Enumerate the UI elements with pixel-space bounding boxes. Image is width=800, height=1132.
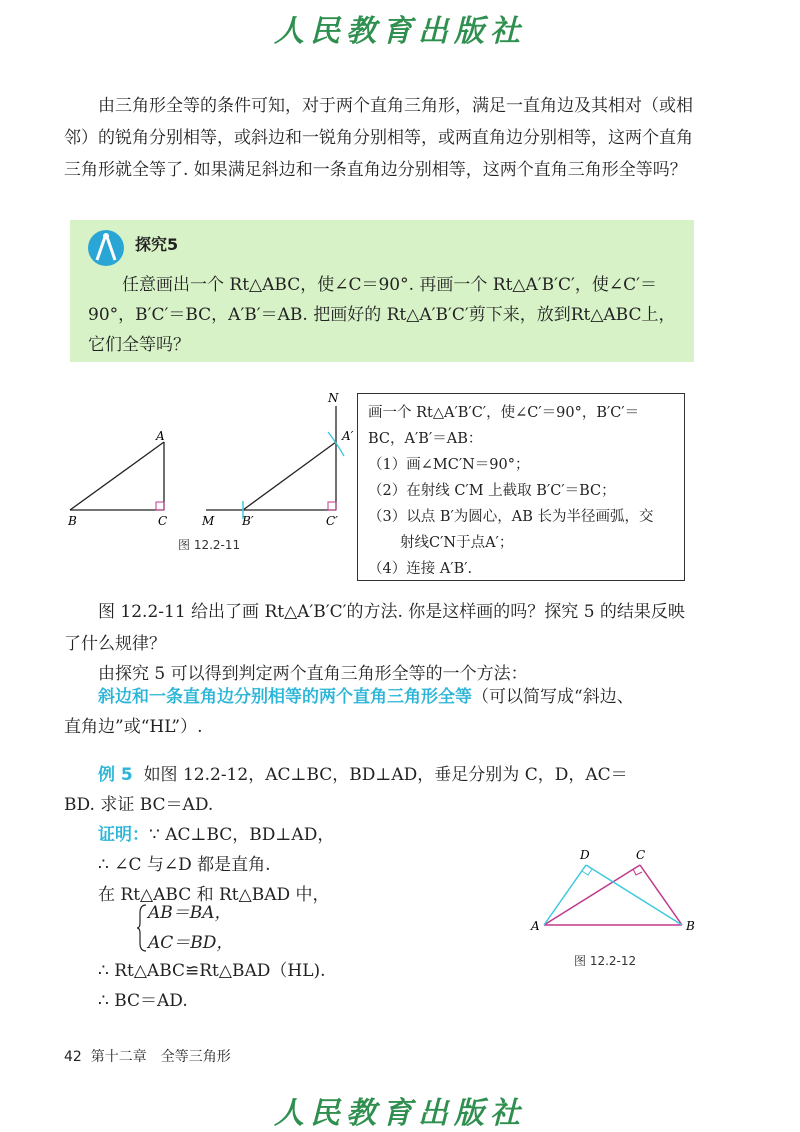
proof-line-1: 证明：∵ AC⊥BC，BD⊥AD， [98,825,335,845]
step-line: 射线C′N于点A′； [400,535,514,551]
label-b: B [68,514,77,528]
theorem-line-2: 直角边”或“HL”）. [64,717,203,737]
explore-text: 任意画出一个 Rt△ABC，使∠C＝90°. 再画一个 Rt△A′B′C′，使∠C′＝90°，B′C′＝BC，A′B′＝AB. 把画好的 Rt△A′B′C′剪下来，放到Rt△ABC上，它们全等吗？ [88,275,676,355]
derive-paragraph: 由探究 5 可以得到判定两个直角三角形全等的一个方法： [98,664,528,684]
right-angle-d [582,869,592,875]
label-m: M [202,514,215,528]
compass-icon [86,228,126,268]
segment-ad [544,865,586,925]
example-label: 例 5 [98,765,133,785]
label-a-prime: A′ [342,429,354,443]
segment-ac [544,865,640,925]
construction-steps [357,393,685,581]
step-line: （2）在射线 C′M 上截取 B′C′＝BC； [368,483,616,499]
step-line: （4）连接 A′B′. [368,561,473,577]
label-b: B [686,919,695,933]
brace-icon [136,903,148,953]
label-b-prime: B′ [242,514,254,528]
proof-line-7: ∴ BC＝AD. [98,991,188,1011]
label-d: D [580,848,590,862]
label-n: N [328,391,339,405]
publisher-logo-bottom: 人民教育出版社 [274,1096,526,1131]
segment-ab [70,442,164,510]
page-footer [64,1046,231,1066]
figure-12-2-12 [528,845,708,940]
chapter-title: 第十二章 全等三角形 [90,1049,231,1065]
step-line: （3）以点 B′为圆心，AB 长为半径画弧，交 [368,509,654,525]
step-line: 画一个 Rt△A′B′C′，使∠C′＝90°，B′C′＝ [368,405,640,421]
figure-12-2-11 [60,388,360,528]
page-number: 42 [64,1049,82,1065]
example-line-2: BD. 求证 BC＝AD. [64,795,214,815]
segment-cb [640,865,682,925]
right-angle-c-prime [328,502,336,510]
proof-line-5: AC＝BD， [148,933,234,953]
label-c: C [636,848,646,862]
example-line-1: 例 5 如图 12.2-12，AC⊥BC，BD⊥AD，垂足分别为 C，D，AC＝ [98,765,628,785]
proof-line-6: ∴ Rt△ABC≌Rt△BAD（HL). [98,961,326,981]
step-line: （1）画∠MC′N＝90°； [368,457,530,473]
intro-paragraph: 由三角形全等的条件可知，对于两个直角三角形，满足一直角边及其相对（或相邻）的锐角分别相等，或斜边和一锐角分别相等，或两直角边分别相等，这两个直角三角形就全等了. 如果满足斜边和一条直角边分别相等，这两个直角三角形全等吗？ [64,96,693,180]
publisher-logo: 人民教育出版社 [274,14,526,49]
label-c: C [158,514,168,528]
right-angle-c [633,869,642,875]
proof-line-2: ∴ ∠C 与∠D 都是直角. [98,855,271,875]
explore-title: 探究5 [135,235,179,254]
label-a: A [156,429,165,443]
figure-11-caption: 图 12.2-11 [178,538,241,552]
proof-line-4: AB＝BA， [148,903,232,923]
hl-theorem: 斜边和一条直角边分别相等的两个直角三角形全等 [98,687,472,707]
segment-db [586,865,682,925]
right-angle-c [156,502,164,510]
segment-a-b-prime [243,442,336,510]
proof-label: 证明： [98,825,149,845]
proof-line-3: 在 Rt△ABC 和 Rt△BAD 中， [98,885,330,905]
label-a: A [531,919,540,933]
label-c-prime: C′ [326,514,338,528]
after-figure-paragraph: 图 12.2-11 给出了画 Rt△A′B′C′的方法. 你是这样画的吗？探究 5 的结果反映了什么规律？ [64,602,685,654]
step-line: BC，A′B′＝AB： [368,431,483,447]
theorem-line-1: 斜边和一条直角边分别相等的两个直角三角形全等（可以简写成“斜边、 [98,687,634,707]
figure-12-caption: 图 12.2-12 [574,954,637,968]
